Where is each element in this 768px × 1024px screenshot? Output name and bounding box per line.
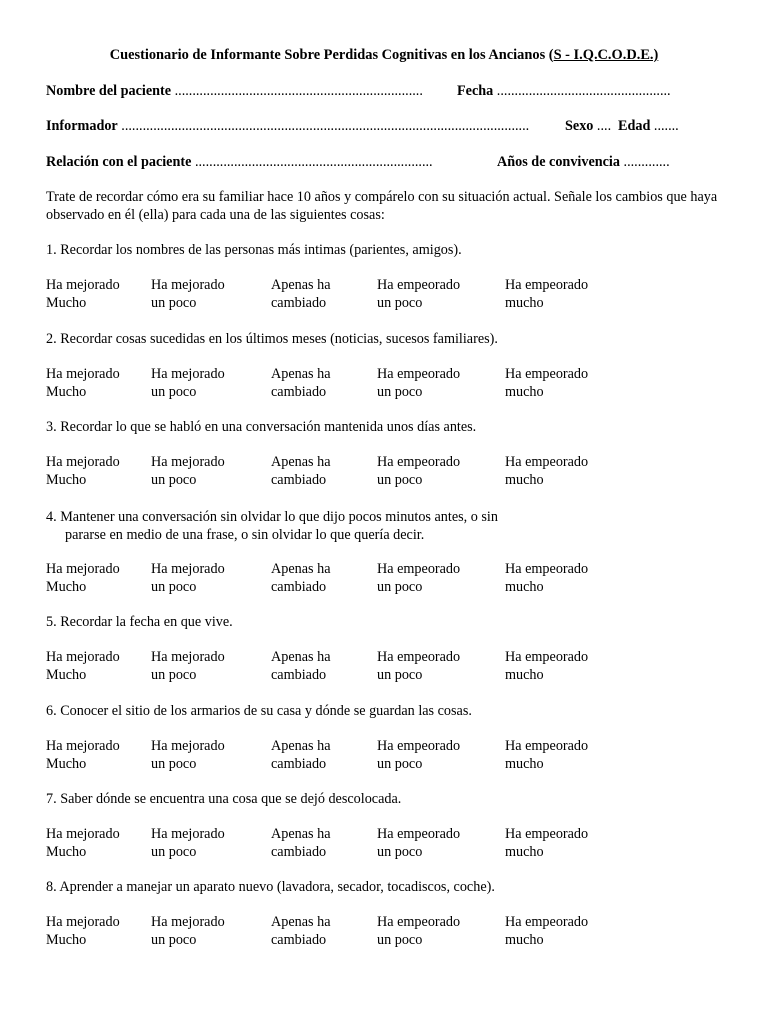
question-6: 6. Conocer el sitio de los armarios de su casa y dónde se guardan las cosas.	[46, 703, 472, 719]
option-unchanged[interactable]: Apenas ha cambiado	[271, 277, 331, 311]
option-unchanged[interactable]: Apenas ha cambiado	[271, 561, 331, 595]
question-4-line-2: pararse en medio de una frase, o sin olvidar lo que quería decir.	[65, 526, 425, 543]
question-2: 2. Recordar cosas sucedidas en los últimos meses (noticias, sucesos familiares).	[46, 331, 498, 347]
option-improved-little[interactable]: Ha mejorado un poco	[151, 649, 225, 683]
option-improved-little[interactable]: Ha mejorado un poco	[151, 366, 225, 400]
sex-dots: ....	[596, 118, 612, 134]
relation-field[interactable]	[46, 154, 433, 172]
option-worse-much[interactable]: Ha empeorado mucho	[505, 826, 589, 860]
title-main: Cuestionario de Informante Sobre Perdidas Cognitivas en los Ancianos (	[109, 47, 554, 63]
date-dots: .................................................	[496, 83, 671, 99]
age-dots: .......	[653, 118, 679, 134]
option-improved-much[interactable]: Ha mejorado Mucho	[46, 561, 120, 595]
option-improved-much[interactable]: Ha mejorado Mucho	[46, 826, 120, 860]
option-improved-little[interactable]: Ha mejorado un poco	[151, 738, 225, 772]
option-worse-much[interactable]: Ha empeorado mucho	[505, 914, 589, 948]
option-worse-little[interactable]: Ha empeorado un poco	[377, 366, 461, 400]
option-worse-little[interactable]: Ha empeorado un poco	[377, 826, 461, 860]
option-unchanged[interactable]: Apenas ha cambiado	[271, 649, 331, 683]
sex-field[interactable]	[565, 118, 611, 136]
age-field[interactable]	[618, 118, 679, 136]
informant-label: Informador	[46, 118, 118, 134]
option-worse-much[interactable]: Ha empeorado mucho	[505, 738, 589, 772]
option-unchanged[interactable]: Apenas ha cambiado	[271, 366, 331, 400]
option-unchanged[interactable]: Apenas ha cambiado	[271, 738, 331, 772]
years-dots: .............	[623, 154, 670, 170]
option-worse-much[interactable]: Ha empeorado mucho	[505, 277, 589, 311]
option-worse-little[interactable]: Ha empeorado un poco	[377, 914, 461, 948]
informant-dots: ...................................................................................................................	[121, 118, 530, 134]
option-improved-much[interactable]: Ha mejorado Mucho	[46, 277, 120, 311]
option-worse-much[interactable]: Ha empeorado mucho	[505, 649, 589, 683]
option-improved-much[interactable]: Ha mejorado Mucho	[46, 914, 120, 948]
patient-name-dots: ......................................................................	[174, 83, 423, 99]
question-1: 1. Recordar los nombres de las personas más intimas (parientes, amigos).	[46, 242, 462, 258]
option-worse-little[interactable]: Ha empeorado un poco	[377, 277, 461, 311]
years-field[interactable]	[497, 154, 670, 172]
title-code: S - I.Q.C.O.D.E.)	[553, 47, 659, 63]
date-field[interactable]	[457, 83, 671, 101]
question-8: 8. Aprender a manejar un aparato nuevo (lavadora, secador, tocadiscos, coche).	[46, 879, 495, 895]
question-5: 5. Recordar la fecha en que vive.	[46, 614, 233, 630]
option-unchanged[interactable]: Apenas ha cambiado	[271, 914, 331, 948]
patient-name-field[interactable]	[46, 83, 423, 101]
question-3: 3. Recordar lo que se habló en una conversación mantenida unos días antes.	[46, 419, 477, 435]
option-worse-much[interactable]: Ha empeorado mucho	[505, 561, 589, 595]
option-improved-little[interactable]: Ha mejorado un poco	[151, 914, 225, 948]
age-label: Edad	[618, 118, 651, 134]
question-7: 7. Saber dónde se encuentra una cosa que se dejó descolocada.	[46, 791, 402, 807]
option-worse-little[interactable]: Ha empeorado un poco	[377, 649, 461, 683]
page-title	[0, 47, 768, 65]
option-improved-little[interactable]: Ha mejorado un poco	[151, 277, 225, 311]
question-4	[46, 509, 498, 544]
option-improved-much[interactable]: Ha mejorado Mucho	[46, 366, 120, 400]
option-worse-little[interactable]: Ha empeorado un poco	[377, 561, 461, 595]
option-worse-little[interactable]: Ha empeorado un poco	[377, 454, 461, 488]
option-improved-little[interactable]: Ha mejorado un poco	[151, 826, 225, 860]
option-improved-little[interactable]: Ha mejorado un poco	[151, 454, 225, 488]
option-worse-little[interactable]: Ha empeorado un poco	[377, 738, 461, 772]
years-label: Años de convivencia	[497, 154, 620, 170]
relation-label: Relación con el paciente	[46, 154, 192, 170]
option-improved-much[interactable]: Ha mejorado Mucho	[46, 454, 120, 488]
informant-field[interactable]	[46, 118, 529, 136]
option-improved-much[interactable]: Ha mejorado Mucho	[46, 649, 120, 683]
option-improved-much[interactable]: Ha mejorado Mucho	[46, 738, 120, 772]
patient-name-label: Nombre del paciente	[46, 83, 172, 99]
option-unchanged[interactable]: Apenas ha cambiado	[271, 454, 331, 488]
sex-label: Sexo	[565, 118, 594, 134]
option-improved-little[interactable]: Ha mejorado un poco	[151, 561, 225, 595]
date-label: Fecha	[457, 83, 494, 99]
option-worse-much[interactable]: Ha empeorado mucho	[505, 366, 589, 400]
relation-dots: ...................................................................	[194, 154, 433, 170]
option-unchanged[interactable]: Apenas ha cambiado	[271, 826, 331, 860]
option-worse-much[interactable]: Ha empeorado mucho	[505, 454, 589, 488]
question-4-line-1: 4. Mantener una conversación sin olvidar lo que dijo pocos minutos antes, o sin	[46, 509, 498, 525]
instructions: Trate de recordar cómo era su familiar hace 10 años y compárelo con su situación actual. Señale los cambios que haya observado en él (ella) para cada una de las siguientes cosas:	[46, 189, 718, 223]
